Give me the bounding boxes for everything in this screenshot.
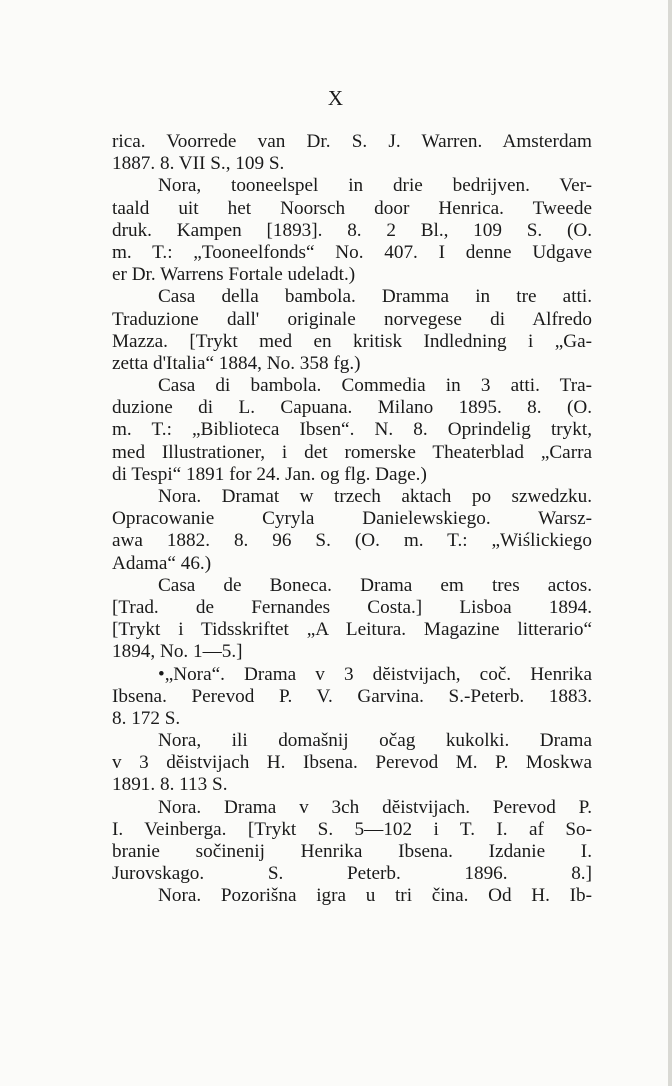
text-line: rica. Voorrede van Dr. S. J. Warren. Amsterdam — [112, 131, 592, 152]
text-line: 1887. 8. VII S., 109 S. — [112, 153, 285, 175]
text-line: taald uit het Noorsch door Henrica. Tweede — [112, 197, 592, 219]
text-line: Mazza. [Trykt med en kritisk Indledning i „Ga- — [112, 330, 592, 352]
text-line: Nora, tooneelspel in drie bedrijven. Ver- — [158, 175, 592, 197]
text-line: er Dr. Warrens Fortale udeladt.) — [112, 264, 356, 286]
text-line: v 3 dĕistvijach H. Ibsena. Perevod M. P. Moskwa — [112, 752, 592, 774]
text-line: Ibsena. Perevod P. V. Garvina. S.-Peterb. 1883. — [112, 685, 592, 707]
text-line: Nora, ili domašnij očag kukolki. Drama — [158, 730, 592, 752]
text-line: 8. 172 S. — [112, 707, 181, 729]
text-line: druk. Kampen [1893]. 8. 2 Bl., 109 S. (O. — [112, 219, 592, 241]
page-edge — [668, 0, 672, 1086]
text-line: m. T.: „Tooneelfonds“ No. 407. I denne Udgave — [112, 241, 592, 263]
text-line: branie sočinenij Henrika Ibsena. Izdanie I. — [112, 841, 592, 862]
text-line: •„Nora“. Drama v 3 dĕistvijach, coč. Henrika — [158, 663, 592, 685]
text-line: Casa della bambola. Dramma in tre atti. — [158, 286, 592, 308]
text-line: di Tespi“ 1891 for 24. Jan. og flg. Dage.) — [112, 463, 427, 485]
text-line: Jurovskago. S. Peterb. 1896. 8.] — [112, 863, 592, 885]
text-line: Nora. Pozorišna igra u tri čina. Od H. Ib- — [158, 885, 592, 907]
text-line: Opracowanie Cyryla Danielewskiego. Warsz- — [112, 508, 592, 530]
text-line: awa 1882. 8. 96 S. (O. m. T.: „Wiślickiego — [112, 530, 592, 552]
text-line: 1891. 8. 113 S. — [112, 774, 228, 796]
text-line: Nora. Drama v 3ch dĕistvijach. Perevod P. — [158, 796, 592, 818]
text-line: I. Veinberga. [Trykt S. 5—102 i T. I. af So- — [112, 818, 592, 840]
text-line: [Trykt i Tidsskriftet „A Leitura. Magazine litterario“ — [112, 619, 592, 641]
text-line: m. T.: „Biblioteca Ibsen“. N. 8. Oprindelig trykt, — [112, 419, 592, 441]
text-line: [Trad. de Fernandes Costa.] Lisboa 1894. — [112, 596, 592, 618]
text-line: duzione di L. Capuana. Milano 1895. 8. (O. — [112, 397, 592, 419]
text-line: 1894, No. 1—5.] — [112, 641, 243, 663]
text-line: Casa de Boneca. Drama em tres actos. — [158, 574, 592, 596]
text-line: Adama“ 46.) — [112, 552, 212, 574]
bibliography-text — [112, 131, 592, 908]
text-line: med Illustrationer, i det romerske Theaterblad „Carra — [112, 441, 592, 463]
text-line: Nora. Dramat w trzech aktach po szwedzku. — [158, 486, 592, 507]
text-line: Traduzione dall' originale norvegese di Alfredo — [112, 308, 592, 330]
text-line: zetta d'Italia“ 1884, No. 358 fg.) — [112, 352, 361, 374]
page-number: X — [327, 86, 345, 110]
text-line: Casa di bambola. Commedia in 3 atti. Tra- — [158, 375, 592, 397]
